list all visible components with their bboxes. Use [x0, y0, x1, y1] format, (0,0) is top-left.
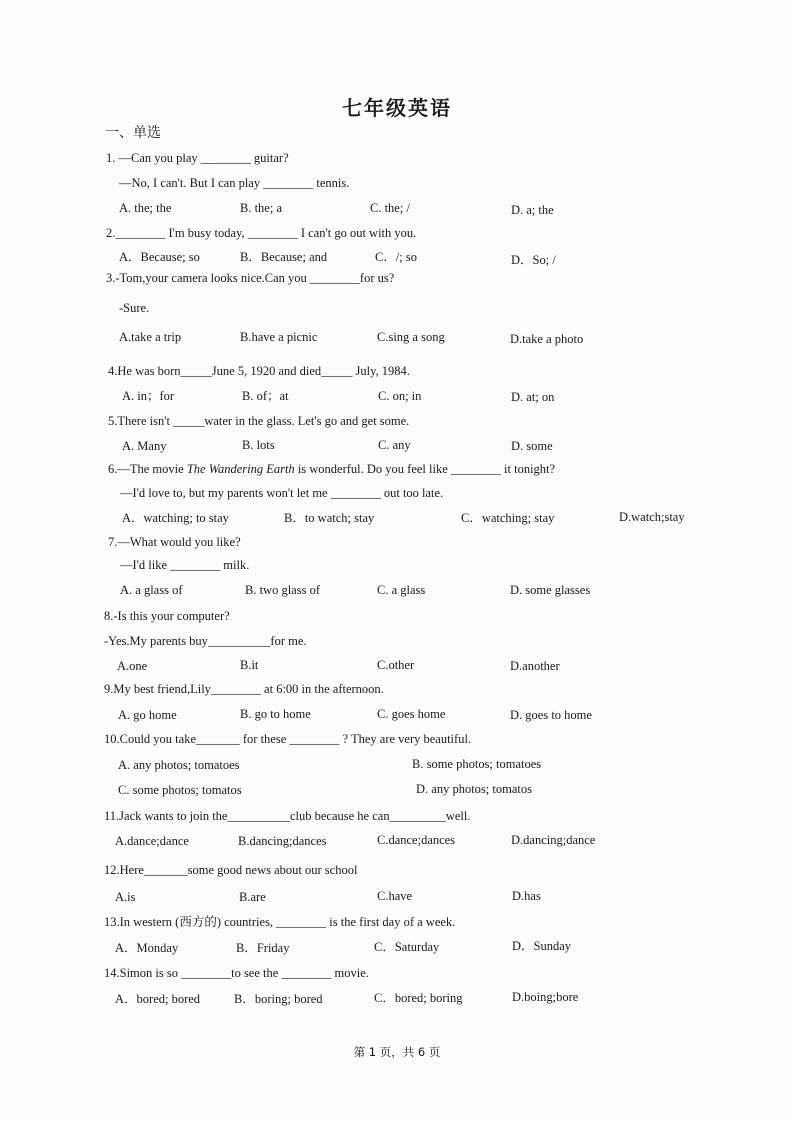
question-1-line-2: —No, I can't. But I can play ________ tennis. [119, 176, 350, 190]
question-2-option-c: C．/; so [375, 250, 418, 264]
question-14-line-1: 14.Simon is so ________to see the ________ movie. [104, 966, 369, 980]
question-2-option-a: A．Because; so [119, 250, 200, 264]
question-7-option-c: C. a glass [377, 583, 426, 597]
question-10-option-b: B. some photos; tomatoes [412, 757, 542, 771]
question-10-option-a: A. any photos; tomatoes [118, 758, 240, 772]
question-12-option-c: C.have [377, 889, 413, 903]
question-13-option-a: A．Monday [115, 941, 179, 955]
question-5-option-c: C. any [378, 438, 411, 452]
question-12-option-b: B.are [239, 890, 266, 904]
question-12-line-1: 12.Here_______some good news about our school [104, 863, 358, 877]
question-3-line-1: 3.-Tom,your camera looks nice.Can you ________for us? [106, 271, 395, 285]
question-3-option-b: B.have a picnic [240, 330, 318, 344]
question-7-line-1: 7.—What would you like? [108, 535, 241, 549]
question-3-option-c: C.sing a song [377, 330, 445, 344]
question-12-option-a: A.is [115, 890, 136, 904]
question-5-option-a: A. Many [122, 439, 167, 453]
question-6-option-c: C．watching; stay [461, 511, 555, 525]
question-6-option-a: A．watching; to stay [122, 511, 229, 525]
section-heading: 一、单选 [105, 125, 161, 141]
question-8-line-1: 8.-Is this your computer? [104, 609, 230, 623]
question-8-option-b: B.it [240, 658, 259, 672]
question-10-line-1: 10.Could you take_______ for these ________ ? They are very beautiful. [104, 732, 472, 746]
question-9-line-1: 9.My best friend,Lily________ at 6:00 in the afternoon. [104, 682, 384, 696]
question-11-option-d: D.dancing;dance [511, 833, 596, 847]
question-2-option-d: D．So; / [511, 253, 556, 267]
question-4-option-b: B. of；at [242, 389, 289, 403]
question-8-option-d: D.another [510, 659, 560, 673]
question-9-option-c: C. goes home [377, 707, 446, 721]
question-13-line-1: 13.In western (西方的) countries, ________ is the first day of a week. [104, 915, 456, 929]
question-3-line-2: -Sure. [119, 301, 150, 315]
question-1-option-b: B. the; a [240, 201, 283, 215]
question-4-line-1: 4.He was born_____June 5, 1920 and died_____ July, 1984. [108, 364, 410, 378]
question-14-option-b: B．boring; bored [234, 992, 323, 1006]
question-1-option-a: A. the; the [119, 201, 172, 215]
question-6-line-1-start: 6.—The movie [108, 462, 187, 476]
question-10-option-d: D. any photos; tomatos [416, 782, 532, 796]
question-7-option-d: D. some glasses [510, 583, 591, 597]
question-2-line-1: 2.________ I'm busy today, ________ I can't go out with you. [106, 226, 417, 240]
question-1-line-1: 1. —Can you play ________ guitar? [106, 151, 289, 165]
page-title: 七年级英语 [342, 96, 452, 120]
question-13-option-c: C．Saturday [374, 940, 440, 954]
question-7-line-2: —I'd like ________ milk. [120, 558, 250, 572]
question-7-option-a: A. a glass of [120, 583, 183, 597]
question-14-option-a: A．bored; bored [115, 992, 201, 1006]
page-footer: 第 1 页，共 6 页 [353, 1045, 441, 1059]
question-13-option-d: D．Sunday [512, 939, 572, 953]
question-12-option-d: D.has [512, 889, 541, 903]
question-6-option-d: D.watch;stay [619, 510, 685, 524]
question-3-option-d: D.take a photo [510, 332, 584, 346]
question-11-option-a: A.dance;dance [115, 834, 189, 848]
question-2-option-b: B．Because; and [240, 250, 328, 264]
question-4-option-d: D. at; on [511, 390, 555, 404]
question-9-option-b: B. go to home [240, 707, 311, 721]
question-6-line-1-end: is wonderful. Do you feel like ________ it tonight? [294, 462, 556, 476]
question-7-option-b: B. two glass of [245, 583, 320, 597]
question-5-option-d: D. some [511, 439, 553, 453]
question-11-option-b: B.dancing;dances [238, 834, 327, 848]
question-9-option-d: D. goes to home [510, 708, 592, 722]
question-1-option-c: C. the; / [370, 201, 410, 215]
question-8-line-2: -Yes.My parents buy__________for me. [104, 634, 307, 648]
question-8-option-c: C.other [377, 658, 415, 672]
question-4-option-c: C. on; in [378, 389, 422, 403]
question-9-option-a: A. go home [118, 708, 177, 722]
question-14-option-d: D.boing;bore [512, 990, 579, 1004]
question-5-line-1: 5.There isn't _____water in the glass. Let's go and get some. [108, 414, 410, 428]
question-10-option-c: C. some photos; tomatos [118, 783, 242, 797]
question-6-line-2: —I'd love to, but my parents won't let me ________ out too late. [120, 486, 444, 500]
question-11-line-1: 11.Jack wants to join the__________club because he can_________well. [104, 809, 471, 823]
question-1-option-d: D. a; the [511, 203, 554, 217]
question-6-option-b: B．to watch; stay [284, 511, 375, 525]
question-14-option-c: C．bored; boring [374, 991, 463, 1005]
question-5-option-b: B. lots [242, 438, 275, 452]
question-11-option-c: C.dance;dances [377, 833, 456, 847]
question-6-line-1 [108, 461, 555, 477]
question-3-option-a: A.take a trip [119, 330, 182, 344]
question-4-option-a: A. in；for [122, 389, 175, 403]
question-13-option-b: B．Friday [236, 941, 290, 955]
movie-title: The Wandering Earth [186, 462, 295, 476]
question-8-option-a: A.one [117, 659, 148, 673]
